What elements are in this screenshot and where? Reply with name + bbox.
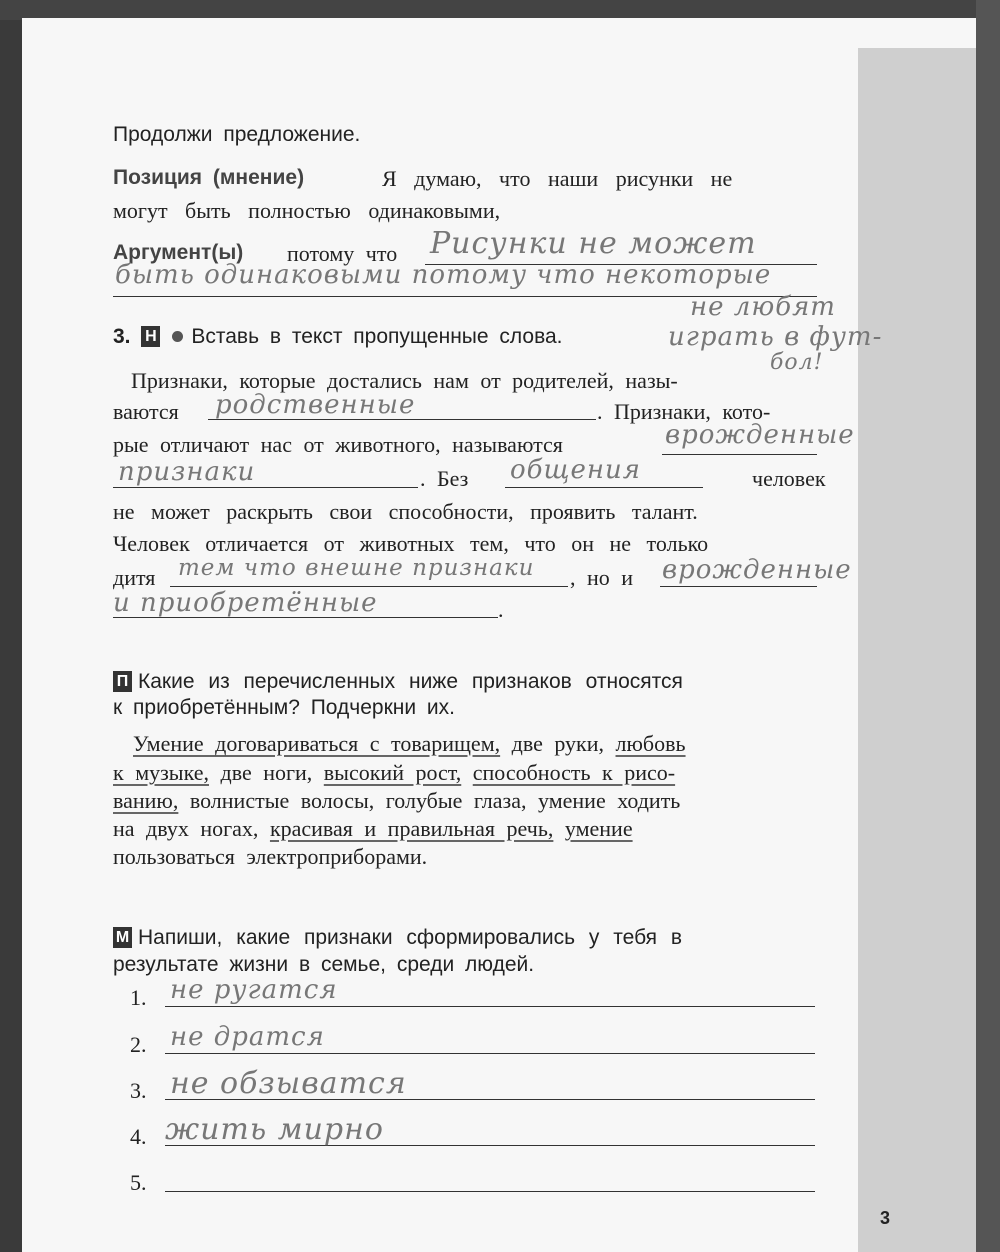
question-text: Напиши, какие признаки сформировались у тебя в — [138, 926, 683, 949]
underlined-phrase: способность к рисо- — [472, 760, 676, 785]
text-line — [133, 731, 686, 757]
blank-line — [505, 487, 703, 488]
blank-line — [660, 586, 817, 587]
handwritten-answer: быть одинаковыми потому что некоторые — [115, 260, 772, 290]
phrase: две ноги, — [209, 760, 324, 785]
handwritten-answer: родственные — [215, 390, 416, 420]
text-line: . Признаки, кото- — [597, 399, 771, 424]
position-text-1: Я думаю, что наши рисунки не — [382, 166, 733, 191]
task3-instruction: Вставь в текст пропущенные слова. — [191, 325, 563, 348]
question-text: Какие из перечисленных ниже признаков относятся — [138, 670, 683, 693]
argument-label: Аргумент(ы) — [113, 241, 244, 264]
handwritten-answer: и приобретённые — [113, 588, 378, 618]
task-number: 3. — [113, 325, 131, 348]
scan-top-border — [0, 0, 1000, 20]
underlined-phrase: умение — [564, 816, 633, 841]
blank-line — [113, 487, 418, 488]
position-text-2: могут быть полностью одинаковыми, — [113, 198, 501, 223]
prompt: Продолжи предложение. — [113, 123, 361, 146]
item-number: 5. — [130, 1170, 147, 1195]
handwritten-answer: общения — [510, 455, 642, 485]
text-line — [113, 816, 633, 842]
phrase — [461, 760, 473, 785]
underlined-phrase: красивая и правильная речь, — [269, 816, 554, 841]
text-line: не может раскрыть свои способности, проявить талант. — [113, 499, 698, 524]
question-text: к приобретённым? Подчеркни их. — [113, 696, 455, 719]
task3-heading — [113, 325, 563, 349]
page-number: 3 — [880, 1208, 891, 1228]
text-line: . Без — [420, 466, 469, 491]
item-number: 4. — [130, 1124, 147, 1149]
phrase: две руки, — [500, 731, 616, 756]
handwritten-answer: тем что внешне признаки — [178, 555, 535, 581]
item-number: 3. — [130, 1078, 147, 1103]
blank-line — [170, 586, 568, 587]
handwritten-answer: не дратся — [170, 1022, 325, 1052]
position-label: Позиция (мнение) — [113, 166, 305, 189]
item-number: 1. — [130, 985, 147, 1010]
text-line: , но и — [570, 565, 634, 590]
text-line: рые отличают нас от животного, называются — [113, 432, 563, 457]
text-line: . — [498, 597, 504, 622]
position-line-1 — [113, 166, 304, 190]
phrase: на двух ногах, — [113, 816, 270, 841]
text-line — [113, 788, 680, 814]
answer-line — [165, 1191, 815, 1192]
answer-line — [165, 1053, 815, 1054]
underlined-phrase: высокий рост, — [323, 760, 462, 785]
margin-strip — [858, 48, 976, 1252]
text-line: человек — [752, 466, 826, 491]
handwritten-answer: врожденные — [662, 555, 852, 585]
level-badge: Н — [141, 326, 160, 347]
phrase — [553, 816, 565, 841]
underlined-phrase: ванию, — [113, 788, 179, 813]
item-number: 2. — [130, 1032, 147, 1057]
argument-text: потому что — [287, 241, 398, 266]
handwritten-answer: жить мирно — [165, 1112, 384, 1147]
text-line: пользоваться электроприборами. — [113, 844, 428, 869]
level-badge: М — [113, 927, 132, 948]
text-line: Признаки, которые достались нам от родителей, назы- — [131, 368, 678, 393]
question-text: результате жизни в семье, среди людей. — [113, 953, 535, 976]
text-line — [113, 760, 675, 786]
task-p-question-1 — [113, 670, 683, 694]
underlined-phrase: Умение договариваться с товарищем, — [133, 731, 501, 756]
handwritten-answer: не любят — [690, 292, 836, 322]
scan-right-border — [976, 0, 1000, 1252]
blank-line — [662, 454, 817, 455]
handwritten-answer: Рисунки не может — [430, 226, 757, 261]
handwritten-answer: бол! — [770, 350, 824, 375]
underlined-phrase: любовь — [615, 731, 686, 756]
task-m-question-1 — [113, 926, 682, 950]
text-line: Человек отличается от животных тем, что он не только — [113, 531, 709, 556]
text-line: дитя — [113, 565, 156, 590]
underlined-phrase: к музыке, — [113, 760, 209, 785]
handwritten-answer: не обзыватся — [170, 1066, 407, 1101]
bullet-icon — [172, 331, 183, 342]
handwritten-answer: признаки — [118, 457, 256, 487]
level-badge: П — [113, 671, 132, 692]
handwritten-answer: играть в фут- — [668, 322, 883, 352]
handwritten-answer: врожденные — [665, 420, 855, 450]
text-line: ваются — [113, 399, 179, 424]
phrase: волнистые волосы, голубые глаза, умение ходить — [178, 788, 681, 813]
handwritten-answer: не ругатся — [170, 975, 338, 1005]
answer-line — [165, 1006, 815, 1007]
